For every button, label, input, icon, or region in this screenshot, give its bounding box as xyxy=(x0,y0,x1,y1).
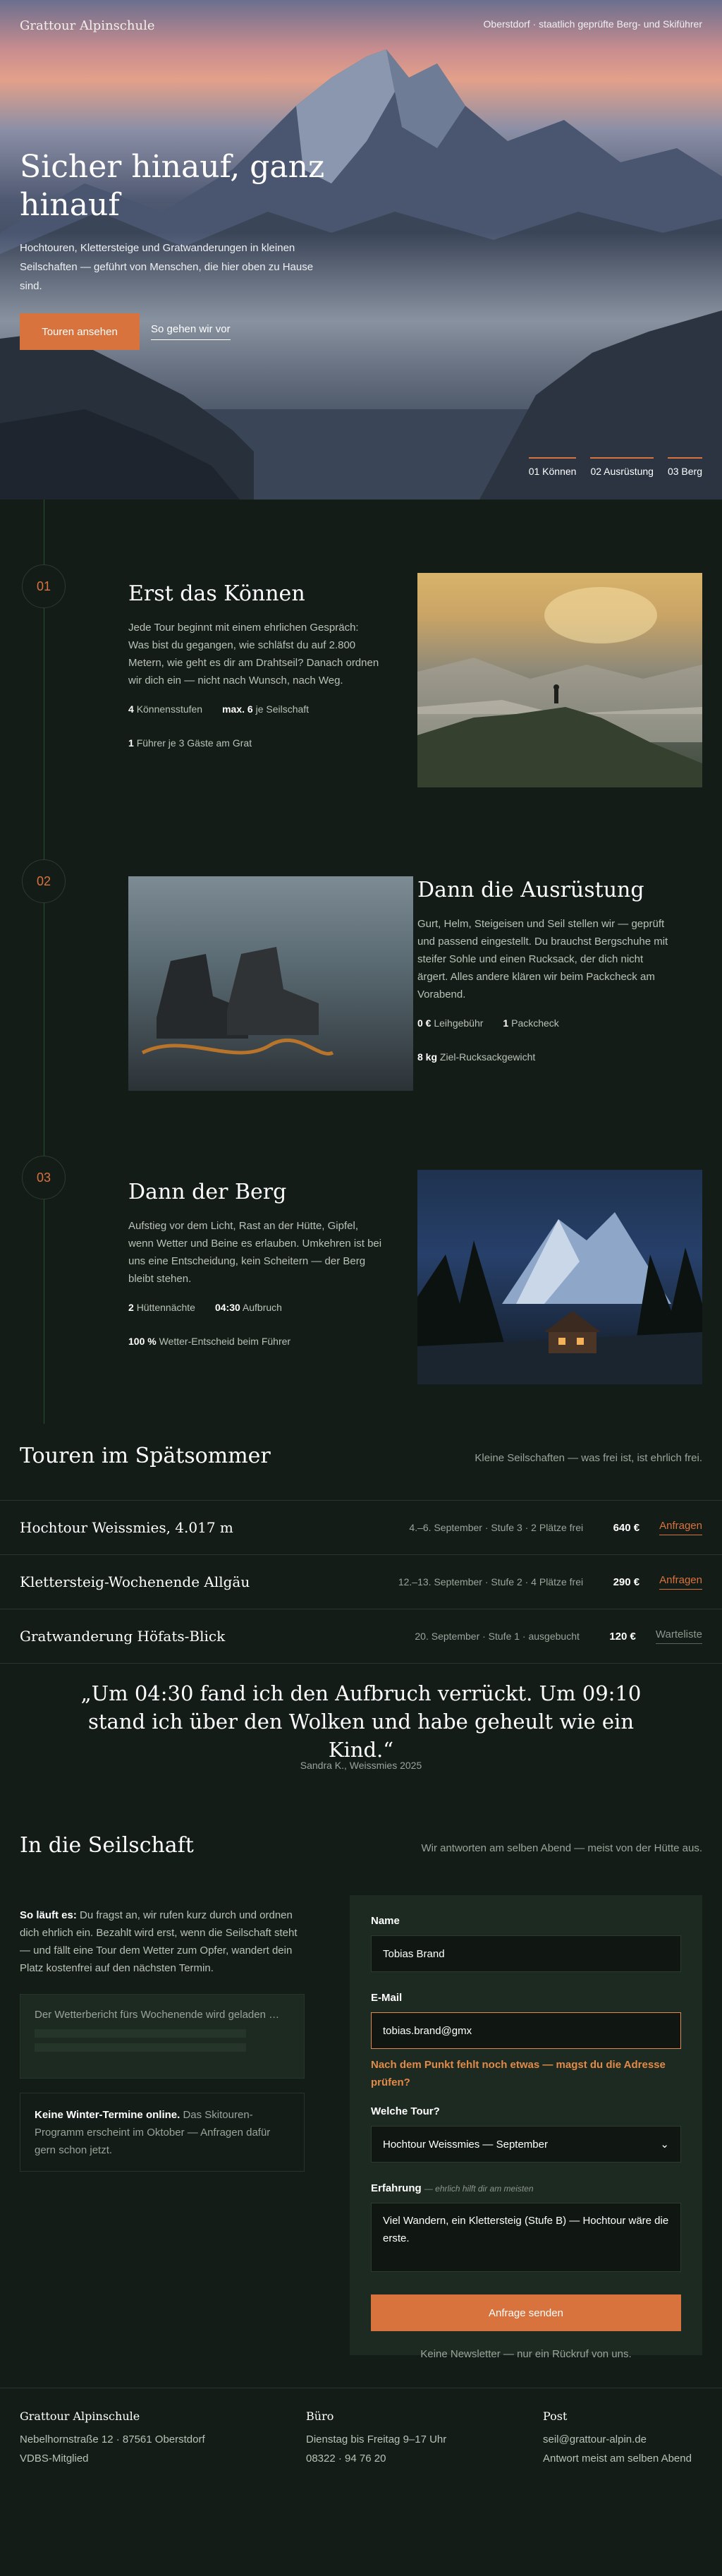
office-hours: Dienstag bis Freitag 9–17 Uhr xyxy=(306,2433,447,2445)
testimonial xyxy=(0,1664,722,1805)
email-error: Nach dem Punkt fehlt noch etwas — magst du die Adresse prüfen? xyxy=(371,2059,666,2088)
stat: 1 Führer je 3 Gäste am Grat xyxy=(128,737,252,749)
tours-subtitle: Kleine Seilschaften — was frei ist, ist ehrlich frei. xyxy=(475,1452,702,1464)
name-label: Name xyxy=(371,1915,400,1927)
email-label: E-Mail xyxy=(371,1992,403,2004)
request-tour-link[interactable]: Anfragen xyxy=(659,1574,702,1590)
footer-address xyxy=(20,2407,205,2468)
no-newsletter-note: Keine Newsletter — nur ein Rückruf von uns. xyxy=(420,2348,632,2360)
tour-select[interactable] xyxy=(371,2126,681,2163)
loading-skeleton xyxy=(35,2043,246,2052)
step-title: Erst das Können xyxy=(128,581,305,606)
step-block-mountain xyxy=(128,1180,382,1368)
tour-meta: 20. September · Stufe 1 · ausgebucht xyxy=(415,1631,580,1642)
weather-widget xyxy=(20,1994,305,2079)
mail-title: Post xyxy=(543,2409,568,2423)
step-link-mountain[interactable]: 03 Berg xyxy=(668,457,702,477)
process-note: So läuft es: Du fragst an, wir rufen kurz durch und ordnen dich ehrlich ein. Bezahlt wird erst, wenn die Seilschaft steht — und fällt eine Tour dem Wetter zum Opfer, wandert dein Platz kostenfrei auf den nächsten Termin. xyxy=(20,1909,298,1974)
stat: 8 kg Ziel-Rucksackgewicht xyxy=(417,1051,536,1063)
stat: 1 Packcheck xyxy=(503,1017,559,1029)
tour-list xyxy=(0,1500,722,1664)
how-we-work-link[interactable]: So gehen wir vor xyxy=(151,323,231,340)
testimonial-author: Sandra K., Weissmies 2025 xyxy=(300,1760,422,1771)
tours-title: Touren im Spätsommer xyxy=(20,1444,271,1468)
inquiry-form xyxy=(350,1895,702,2360)
tour-row xyxy=(0,1609,722,1664)
loading-skeleton xyxy=(35,2029,246,2038)
weather-loading-text: Der Wetterbericht fürs Wochenende wird geladen … xyxy=(35,2009,280,2021)
step-block-equipment xyxy=(417,878,671,1084)
boots-photo xyxy=(128,876,413,1091)
process-section xyxy=(0,500,722,1424)
stat: 0 € Leihgebühr xyxy=(417,1017,484,1029)
hero-lead: Hochtouren, Klettersteige und Gratwanderungen in kleinen Seilschaften — geführt von Menschen, die hier oben zu Hause sind. xyxy=(20,242,314,292)
summit-photo xyxy=(417,573,702,787)
step-stats xyxy=(128,702,382,750)
experience-label: Erfahrung — ehrlich hilft dir am meisten xyxy=(371,2182,534,2194)
tour-row xyxy=(0,1501,722,1555)
contact-title: In die Seilschaft xyxy=(20,1833,194,1858)
tour-name: Gratwanderung Höfats-Blick xyxy=(20,1628,226,1645)
hut-photo xyxy=(417,1170,702,1384)
membership-line: VDBS-Mitglied xyxy=(20,2453,89,2465)
step-title: Dann die Ausrüstung xyxy=(417,878,644,902)
waitlist-link[interactable]: Warteliste xyxy=(656,1628,702,1644)
submit-button[interactable]: Anfrage senden xyxy=(371,2294,681,2331)
hero-steps xyxy=(529,457,702,477)
step-link-skills[interactable]: 01 Können xyxy=(529,457,577,477)
stat: 100 % Wetter-Entscheid beim Führer xyxy=(128,1336,291,1347)
step-stats xyxy=(417,1016,671,1064)
experience-hint: — ehrlich hilft dir am meisten xyxy=(424,2184,534,2194)
experience-textarea[interactable]: Viel Wandern, ein Klettersteig (Stufe B) — Hochtour wäre die erste. xyxy=(371,2203,681,2272)
phone-link[interactable]: 08322 · 94 76 20 xyxy=(306,2453,386,2465)
name-field[interactable]: Tobias Brand xyxy=(371,1935,681,1972)
testimonial-quote: „Um 04:30 fand ich den Aufbruch verrückt. Um 09:10 stand ich über den Wolken und habe geheult wie ein Kind.“ xyxy=(80,1681,642,1762)
tour-label: Welche Tour? xyxy=(371,2105,440,2117)
email-link[interactable]: seil@grattour-alpin.de xyxy=(543,2433,647,2445)
footer-mail xyxy=(543,2407,692,2468)
winter-notice: Keine Winter-Termine online. Das Skitouren-Programm erscheint im Oktober — Anfragen dafür gern schon jetzt. xyxy=(20,2093,305,2172)
step-text: Gurt, Helm, Steigeisen und Seil stellen wir — geprüft und passend eingestellt. Du brauchst Bergschuhe mit steifer Sohle und einen Rucksack, der dich nicht ärgert. Alles andere klären wir beim Packcheck am Vorabend. xyxy=(417,918,668,1000)
tour-row xyxy=(0,1555,722,1609)
page-title: Sicher hinauf, ganz hinauf xyxy=(20,149,325,223)
footer xyxy=(0,2388,722,2505)
hero xyxy=(0,0,722,500)
tour-price: 120 € xyxy=(609,1630,636,1643)
tour-meta: 12.–13. September · Stufe 2 · 4 Plätze frei xyxy=(398,1576,584,1588)
step-block-skills xyxy=(128,581,382,770)
brand-logo[interactable]: Grattour Alpinschule xyxy=(20,18,155,33)
stat: 04:30 Aufbruch xyxy=(214,1302,282,1313)
tour-name: Klettersteig-Wochenende Allgäu xyxy=(20,1573,250,1590)
footer-brand: Grattour Alpinschule xyxy=(20,2409,140,2423)
step-text: Jede Tour beginnt mit einem ehrlichen Gespräch: Was bist du gegangen, wie schläfst du auf 2.800 Metern, wie geht es dir am Drahtseil? Danach ordnen wir dich ein — nicht nach Wunsch, nach Weg. xyxy=(128,622,379,687)
view-tours-button[interactable]: Touren ansehen xyxy=(20,313,140,350)
reply-time: Antwort meist am selben Abend xyxy=(543,2453,692,2465)
tour-price: 290 € xyxy=(613,1576,640,1588)
stat: max. 6 je Seilschaft xyxy=(222,703,310,715)
step-number: 01 xyxy=(22,564,66,608)
chevron-down-icon: ⌄ xyxy=(660,2139,669,2151)
step-link-equipment[interactable]: 02 Ausrüstung xyxy=(590,457,654,477)
step-title: Dann der Berg xyxy=(128,1180,287,1204)
stat: 4 Könnensstufen xyxy=(128,703,203,715)
tour-price: 640 € xyxy=(613,1521,640,1534)
tour-meta: 4.–6. September · Stufe 3 · 2 Plätze frei xyxy=(409,1522,584,1533)
stat: 2 Hüttennächte xyxy=(128,1302,195,1313)
step-text: Aufstieg vor dem Licht, Rast an der Hütte, Gipfel, wenn Wetter und Beine es erlauben. Umkehren ist bei uns eine Entscheidung, kein Scheitern — der Berg bleibt stehen. xyxy=(128,1220,382,1285)
reply-note: Wir antworten am selben Abend — meist von der Hütte aus. xyxy=(421,1842,702,1854)
step-number: 02 xyxy=(22,859,66,903)
contact-section xyxy=(0,1805,722,2388)
tour-select-value: Hochtour Weissmies — September xyxy=(383,2138,548,2151)
tour-name: Hochtour Weissmies, 4.017 m xyxy=(20,1519,233,1536)
footer-office xyxy=(306,2407,446,2468)
request-tour-link[interactable]: Anfragen xyxy=(659,1520,702,1535)
address-line: Nebelhornstraße 12 · 87561 Oberstdorf xyxy=(20,2433,205,2445)
hero-tagline: Oberstdorf · staatlich geprüfte Berg- und Skiführer xyxy=(483,18,702,30)
step-stats xyxy=(128,1300,382,1348)
email-field[interactable]: tobias.brand@gmx xyxy=(371,2012,681,2049)
step-number: 03 xyxy=(22,1156,66,1199)
tours-section xyxy=(0,1424,722,1664)
office-title: Büro xyxy=(306,2409,334,2423)
